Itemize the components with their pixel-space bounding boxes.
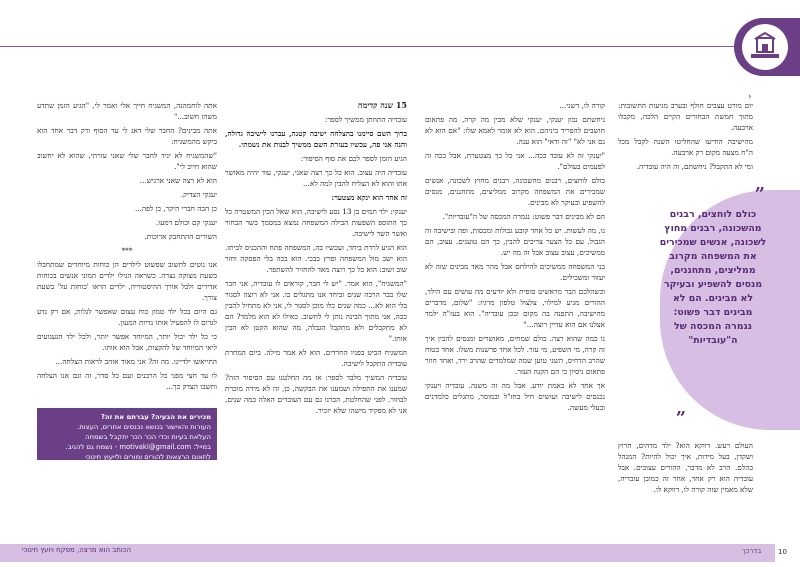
contact-question: מכירים את הבעיה? עברתם את זה?	[100, 413, 211, 421]
col4-paragraph: יענקי הצדיק.	[180, 190, 217, 199]
contact-line: לתאום הרצאות להורים ומורים ולייעוץ חינוכי	[85, 453, 211, 461]
contact-phone[interactable]: להורים התקשרו: 054-4866652	[114, 463, 211, 471]
contact-line: העלאת בעיות וכדי הכר הכר יתקבל בשמחה	[85, 433, 211, 441]
author-credit: הכותב הוא מרצה, מפקח ויועץ חינוכי	[22, 546, 132, 554]
col3-paragraph: ברוך השם סיימנו בהצלחה ישיבה קטנה, עברנו לישיבה גדולה, והנה אני פה, עכשיו בעזרת השם ממשיך לבנות את נשמתי.	[225, 129, 407, 149]
page-number: 10	[778, 548, 787, 556]
quote-close-icon: „	[676, 398, 687, 419]
col4-paragraph: כי כל ילד יכול יותר, המיוחד אפשר יותר, ולכל ילד הגעגועים ליאי המיוחד של להקצות, אבל הוא אותו.	[37, 332, 217, 352]
col4-paragraph: אתה לוחמהנה, המשגיח חייך אלי ואמר לי, "הגיע הזמן שתדע משהו חשוב..."	[37, 101, 217, 121]
section-heading: 15 שנה קדימה	[357, 100, 407, 110]
col3-paragraph: הגיע הזמן לספר לכם את סוף הסיפור:	[300, 154, 407, 163]
col3-paragraph: הוא הגיע לרדת ביחד, ועכשיו בה, המשפחה פתח וההכניס לביתו. הוא ישב מול המשפחה ופרץ בבכי. הוא בכה בלי הפסקה וחזר שוב ושוב: הוא כל כך רוצה מאד להחזיר להשתפר.	[225, 243, 407, 274]
col2-paragraph: הם לא מבינים דבר פשוט: נגמרה המכסה של ה"עובדיות".	[442, 212, 605, 221]
section-separator: ***	[121, 246, 133, 255]
magazine-brand: בדרכך	[742, 547, 762, 555]
col3-paragraph: עובדיה היה עצוב. הוא כל כך רצה שאני, יענקי, עוד יהיה מאושר אתו והוא לא הצליח להבין למה לא...	[225, 168, 407, 188]
col2-paragraph: ניחשתם נכון יענקי, יענקי שלא מבין מה קרה, מה פתאום חושבים להפריד ביניהם. הוא לא אומר לאמא שלו: "אם הוא לא נם אני לא" "זה ודאי" הוא ענה.	[425, 115, 605, 146]
col4-paragraph: גם היום בכל ילד טמון כוח עצום שאפשר לגלות, אם רק נדע לגרום לו להפעיל אותו נדיות המעון.	[37, 307, 217, 327]
contact-line: העורות והאישור בנושא נכנסים אחרים, העצות.	[77, 423, 211, 431]
col2-paragraph: בני המשפחה ממשיכים להילחם אבל מהר מאד מבינים שזה לא יעזור ומשכילים.	[425, 262, 605, 282]
column-3	[225, 100, 407, 419]
column-4	[37, 100, 217, 395]
contact-box	[37, 408, 217, 471]
pull-quote	[659, 184, 775, 430]
col1-paragraph: יום מורט עצבים חולף ובערב מגיעות התשובות: מתוך חמשת הבחורים הקיים הלכה, מקבלו ארבעה.	[618, 101, 753, 132]
col4-paragraph: אנו נוטים לחשוב שפשוט לילדים הן כוחות מיוחדים שמתחבלו בשעת מצוקה נצרה. כשראה הגילו ילדים המוני אנשים בכוחות אדירים ולכל אורך ההיסטוריה, ילדים הראו 'כוחות על' בשעת צורך.	[37, 260, 217, 302]
section-logo	[742, 24, 788, 70]
col2-paragraph: נו, מה לעשות. יש כל אחד קובע גבולות ומכסות, ופה ובישיבה זה הגבול. עם כל הצער צריכים להבין, כך הם טוענים. עצוב, הם ממשיכים, עצוב עצוב אבל זה מה יש.	[425, 226, 605, 257]
page-footer	[0, 538, 800, 567]
col4-paragraph: לו עד חצי מפני כל הרבנים ועם כל סדר, זה וגם אנו הצלחה וחשבו הצדק כך...	[37, 371, 217, 391]
col3-paragraph: עובדיה המשיך מלבד לספר: אז מה החלטנו עם הסיפור הזה? שמענו את התפילה ושמענו את הבקשה, כן, זה לא מידה מוכרת לבחור. לפני שהחלטת, הכרנו גם עם העובדים האלה כמה שנים, אני לא מפקיד מישהו שלא יזכיר.	[225, 373, 407, 415]
section-logo-tab	[734, 18, 800, 76]
col2-paragraph: וכשהלכם הבר מראשיט סופית ולא יודעים מה עושים עם הילד, ההורים מגיע למילוי, צלצול טלפון מרגיז: "שלום, מדברים מהישיבה, התפנה בה מקום ובכן עובדיה". הוא בעז"ה ילמד אצלנו אם הוא עדיין רוצה..."	[425, 287, 605, 329]
col2-paragraph: נו כמה שהוא רצה. כולם שמחים, מאושרים ומנסים להבין איך זה קרה, מי השפיע, מי עזר. לכל אחד פרשנות משלו. אחד בטוח שהרב הדחיס, השני טוען שמה שמלמדים שהרב ירד, ואחד חוזר פתאום ניסיון כי הם הקנה העזר.	[425, 334, 605, 376]
col1-bottom-text: העולם רעש. דווקא הוא? ילד מדהים, חרוץ ושקדן, בעל מידות, איך יכול להיות? המנהל בהלם. הרב לא מדבר, ההורים עצובים. אבל עובדיה הוא רק אחד, אחר זה כמובן עובדיה, שלא מאמין שזה קורה לו, דווקא לו.	[618, 441, 753, 494]
col2-paragraph: אך אחד לא באמת יודע. אבל מה זה משנה. עובדיה ויענקי נכנסים לישיבה ועושים חיל בחז"ל ובמוסר, מתגלים כלמדנים ובעלי מעשה.	[425, 381, 605, 412]
continue-arrow-icon: ›	[748, 92, 752, 102]
col3-paragraph: עובדיה התחתן ממשיך לספר:	[324, 115, 407, 124]
quote-open-icon: ”	[754, 184, 765, 205]
col4-paragraph: השורים ההתחבק ארוכות.	[144, 232, 217, 241]
col4-paragraph: יענקי קם וכולם דמעו.	[155, 218, 217, 227]
pull-quote-text: כולם לוחצים, רבנים מהשכונה, רבנים מחוץ לשכונה, אנשים שמכירים את המשפחה מקרוב ממליצים, מתחננים, מנסים להשפיע ובעיקר לא מבינים. הם לא מבינים דבר פשוט: נגמרה המכסה של ה"עובדיות"	[659, 209, 767, 346]
col3-paragraph: "המשגיח", הוא אמר. "יש לי חבר, קוראים לו עובדיה, אני חבר שלו כבר הרבה שנים וביחד אנו מתגלים בו. אני לא רוצה לסגור בלי הוא לא... כמה שנים כלו מוכן לסגור לי, אני לא מתחיל להבין ככה, אני מתוך הבינה נותן לי לחשוב. כאילו לא הוא מלמד? הם לא מתקבלים ולא מתקבל הגבלה, מה שהוא הקטן לא הבין אותו."	[225, 279, 407, 343]
column-1	[618, 100, 753, 175]
col4-paragraph: כן הכה חברי היקר, כן לפה...	[134, 204, 217, 213]
col2-paragraph: קורה לו, דשני...	[559, 101, 605, 110]
school-icon	[748, 30, 782, 64]
col3-paragraph: יענקי: ילד תמים בן 13 נסע לישיבה, הוא שאל הכין המשטרה כל כך התוספ השפעות הבילה המשפחה נמצא במסמך בשר הבחור ואשר השר לישיבה.	[225, 207, 407, 238]
column-2	[425, 100, 605, 416]
col3-paragraph: המשגיח הביט בפניו החרדים. הוא לא אמר מילה. ביום המחרת עובדיה התקבל לישיבה.	[225, 348, 407, 368]
col1-paragraph: מהישיבה הודיעו שהחליטו השנה לקבל מכל ה"ח מצעה מקום רק ארבעה.	[618, 137, 753, 157]
header-rule	[0, 46, 745, 47]
col4-paragraph: אתה מבינים? החבר שלי דאג לי עד הסוף ורק דבר אחד הוא ביקש מהמשגיח:	[37, 126, 217, 146]
col3-paragraph: זה אחד הוא ינקא מצטער:	[331, 193, 407, 202]
col2-paragraph: כולם לוחצים, רבנים מהשכונה, רבנים מחוץ לשכונה, אנשים שמכירים את המשפחה מקרוב ממליצים, מתחננים, מנסים להשפיע ובעיקר לא מבינים.	[425, 176, 605, 207]
contact-email[interactable]: במייל: motivaki@gmail.com - נשמח גם להגיב.	[65, 443, 211, 451]
col4-paragraph: הוא לא רצה שאני ארגיש...	[139, 176, 217, 185]
col1-paragraph: ומי לא התקבל? ניחשתם, זה היה עובדיה.	[636, 162, 753, 171]
col2-paragraph: "יענקי זה לא עובד ככה... אני כל כך מצטערת, אבל ככה זה לפעמים בעולם".	[425, 151, 605, 171]
col4-paragraph: התייאשו ילדיינו. מה זה? אני מאוד אוהב לראות הצלחה...	[55, 357, 217, 366]
col4-paragraph: "שהמשגיח לא יגיד לחבר שלי שאני עזרתי, שהוא לא יחשוב שהוא חייב לי".	[37, 151, 217, 171]
